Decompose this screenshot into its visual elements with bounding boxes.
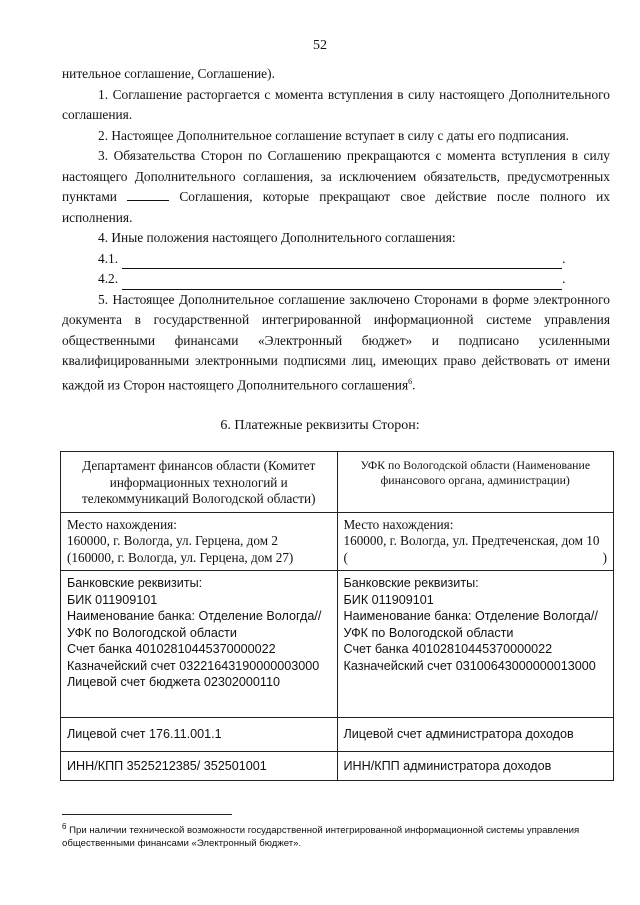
- footnote: [62, 820, 610, 850]
- left-party-name: Департамент финансов области (Комитет информационных технологий и телекоммуникаций Вологодской области): [61, 452, 338, 513]
- paragraph-continuation: нительное соглашение, Соглашение).: [62, 66, 275, 81]
- footnote-divider: [62, 814, 232, 815]
- left-location-cell: [61, 512, 338, 571]
- item-4-1: 4.1. .: [62, 249, 610, 270]
- footnote-marker: 6: [62, 822, 67, 831]
- points-blank-line: [127, 189, 169, 201]
- item-4-2: 4.2. .: [62, 269, 610, 290]
- paragraph-3-text-b: Соглашения, которые прекращают свое действие после полного их исполнения.: [62, 189, 610, 225]
- section-title: 6. Платежные реквизиты Сторон:: [220, 418, 420, 433]
- left-location-line-2: (160000, г. Вологда, ул. Герцена, дом 27): [67, 549, 294, 565]
- item-4-2-blank-line: [122, 278, 562, 290]
- right-location-line-2: ( ): [343, 549, 607, 565]
- left-account: Лицевой счет 176.11.001.1: [61, 718, 338, 752]
- page-number: 52: [313, 38, 327, 53]
- right-party-name: УФК по Вологодской области (Наименование финансового органа, администрации): [337, 452, 614, 513]
- right-account: Лицевой счет администратора доходов: [337, 718, 614, 752]
- table-row: [61, 512, 614, 571]
- right-location-line-1: 160000, г. Вологда, ул. Предтеченская, дом 10: [343, 533, 600, 548]
- table-row: [61, 452, 614, 513]
- paragraph-5: 5. Настоящее Дополнительное соглашение заключено Сторонами в форме электронного документа в государственной интегрированной информационной системе управления общественными финансами «Электронный бюджет» и подписано усиленными квалифицированными электронными подписями лиц, имеющих право действовать от имени каждой из Сторон настоящего Дополнительного соглашения$^6$.: [62, 291, 610, 392]
- left-inn: ИНН/КПП 3525212385/ 352501001: [61, 751, 338, 781]
- right-location-label: Место нахождения:: [343, 516, 454, 532]
- paragraph-1: 1. Соглашение расторгается с момента вступления в силу настоящего Дополнительного соглашения.: [62, 86, 610, 122]
- item-4-1-label: 4.1.: [98, 250, 119, 266]
- footnote-text: При наличии технической возможности государственной интегрированной информационной системы управления общественными финансами «Электронный бюджет».: [62, 825, 580, 850]
- left-location-label: Место нахождения:: [67, 516, 177, 532]
- paragraph-3: [62, 146, 610, 228]
- right-bank-details: Банковские реквизиты: БИК 011909101 Наименование банка: Отделение Вологда//УФК по Вологодской области Счет банка 40102810445370000022 Казначейский счет 03100643000000013000: [337, 571, 614, 718]
- paragraph-4: 4. Иные положения настоящего Дополнительного соглашения:: [98, 230, 456, 245]
- left-location-line-1: 160000, г. Вологда, ул. Герцена, дом 2: [67, 533, 278, 548]
- agreement-body: [62, 64, 610, 395]
- item-4-2-label: 4.2.: [98, 271, 119, 286]
- right-location-cell: [337, 512, 614, 571]
- table-row: [61, 571, 614, 718]
- paragraph-2: 2. Настоящее Дополнительное соглашение вступает в силу с даты его подписания.: [98, 127, 570, 143]
- footnote-ref: 6: [408, 376, 413, 386]
- table-row: [61, 718, 614, 752]
- left-bank-details: Банковские реквизиты: БИК 011909101 Наименование банка: Отделение Вологда//УФК по Вологодской области Счет банка 40102810445370000022 Казначейский счет 03221643190000003000 Лицевой счет бюджета 02302000110: [61, 571, 338, 718]
- paragraph-3-text-a: 3. Обязательства Сторон по Соглашению прекращаются с момента вступления в силу настоящего Дополнительного соглашения, за исключением обязательств, предусмотренных пунктами: [62, 148, 610, 204]
- paragraph-5-text: 5. Настоящее Дополнительное соглашение заключено Сторонами в форме электронного документа в государственной интегрированной информационной системе управления общественными финансами «Электронный бюджет» и подписано усиленными квалифицированными электронными подписями лиц, имеющих право действовать от имени каждой из Сторон настоящего Дополнительного соглашения: [62, 291, 610, 392]
- right-inn: ИНН/КПП администратора доходов: [337, 751, 614, 781]
- item-4-1-blank-line: [122, 257, 562, 269]
- table-row: [61, 751, 614, 781]
- payment-details-table: [60, 451, 614, 781]
